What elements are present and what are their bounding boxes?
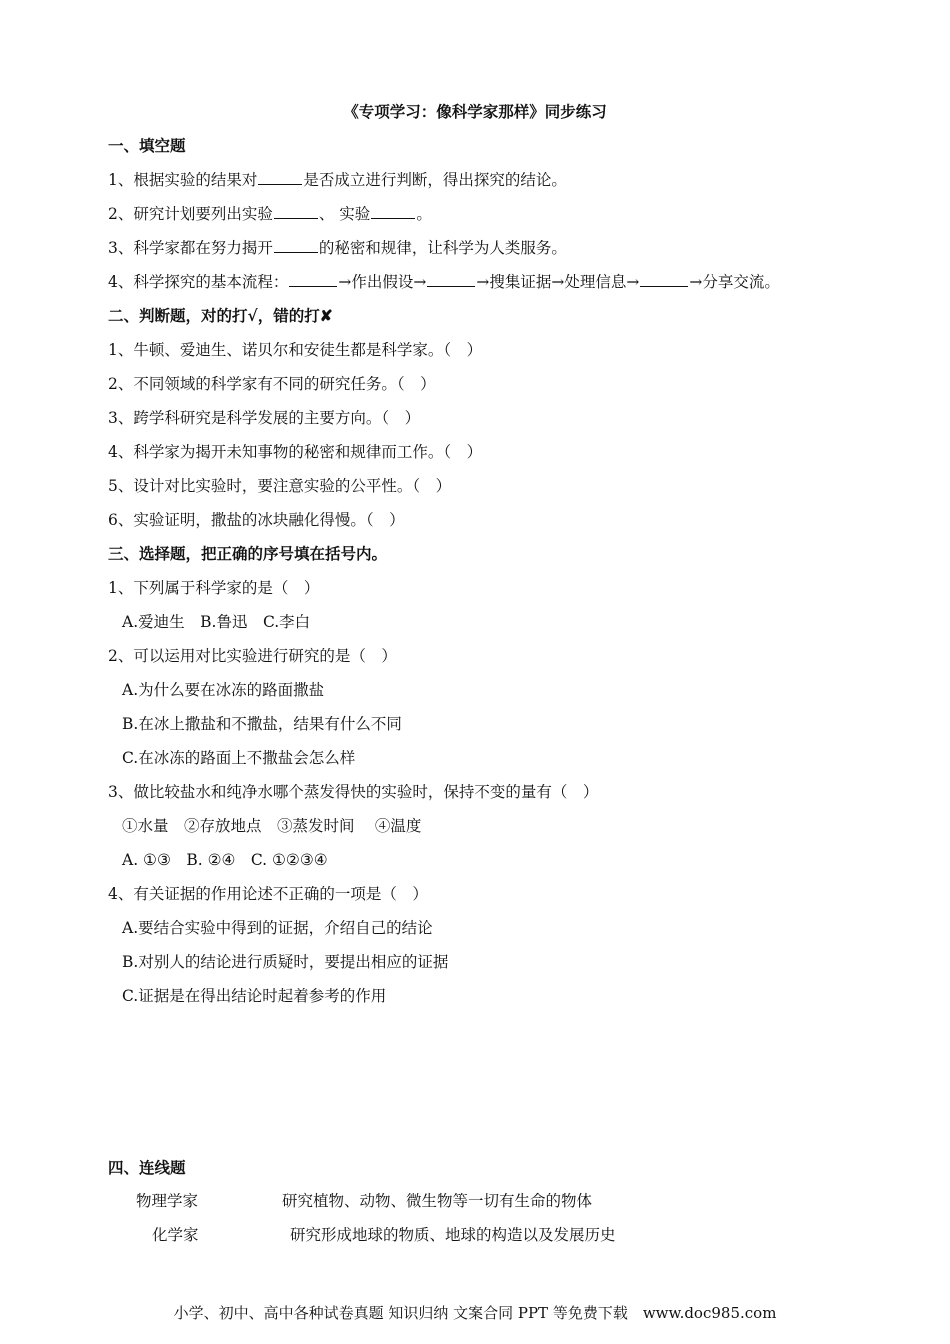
choice-option-b: B.对别人的结论进行质疑时，要提出相应的证据 bbox=[122, 953, 449, 971]
answer-blank[interactable] bbox=[371, 206, 415, 219]
judge-item: 6、实验证明，撒盐的冰块融化得慢。（ ） bbox=[108, 511, 405, 529]
fill-question-4: 4、科学探究的基本流程： →作出假设→ →搜集证据→处理信息→ →分享交流。 bbox=[108, 273, 780, 291]
choice-option-a: A.要结合实验中得到的证据，介绍自己的结论 bbox=[122, 919, 433, 937]
answer-blank[interactable] bbox=[274, 240, 318, 253]
match-right-item[interactable]: 研究形成地球的物质、地球的构造以及发展历史 bbox=[290, 1226, 616, 1244]
judge-item: 3、跨学科研究是科学发展的主要方向。（ ） bbox=[108, 409, 421, 427]
judge-item: 1、牛顿、爱迪生、诺贝尔和安徒生都是科学家。（ ） bbox=[108, 341, 483, 359]
answer-blank[interactable] bbox=[640, 274, 688, 287]
judge-item: 5、设计对比实验时，要注意实验的公平性。（ ） bbox=[108, 477, 452, 495]
choice-options: A.爱迪生 B.鲁迅 C.李白 bbox=[122, 613, 311, 631]
document-title: 《专项学习：像科学家那样》同步练习 bbox=[343, 102, 607, 121]
fill-question-1: 1、根据实验的结果对 是否成立进行判断，得出探究的结论。 bbox=[108, 171, 567, 189]
match-left-item[interactable]: 物理学家 bbox=[136, 1192, 199, 1210]
choice-question-4: 4、有关证据的作用论述不正确的一项是（ ） bbox=[108, 885, 428, 903]
choice-question-1: 1、下列属于科学家的是（ ） bbox=[108, 579, 320, 597]
section3-heading: 三、选择题，把正确的序号填在括号内。 bbox=[108, 544, 388, 563]
choice-option-b: B.在冰上撒盐和不撒盐，结果有什么不同 bbox=[122, 715, 402, 733]
section1-heading: 一、填空题 bbox=[108, 136, 186, 155]
section2-heading: 二、判断题，对的打√，错的打✘ bbox=[108, 306, 333, 325]
answer-blank[interactable] bbox=[427, 274, 475, 287]
choice-option-a: A.为什么要在冰冻的路面撒盐 bbox=[122, 681, 325, 699]
fill-question-3: 3、科学家都在努力揭开 的秘密和规律，让科学为人类服务。 bbox=[108, 239, 567, 257]
match-right-item[interactable]: 研究植物、动物、微生物等一切有生命的物体 bbox=[282, 1192, 593, 1210]
footer-text: 小学、初中、高中各种试卷真题 知识归纳 文案合同 PPT 等免费下载 www.doc985.com bbox=[173, 1304, 777, 1322]
match-left-item[interactable]: 化学家 bbox=[152, 1226, 199, 1244]
answer-blank[interactable] bbox=[289, 274, 337, 287]
answer-blank[interactable] bbox=[258, 172, 302, 185]
choice-options: A. ①③ B. ②④ C. ①②③④ bbox=[122, 851, 328, 869]
judge-item: 4、科学家为揭开未知事物的秘密和规律而工作。（ ） bbox=[108, 443, 483, 461]
choice-question-2: 2、可以运用对比实验进行研究的是（ ） bbox=[108, 647, 397, 665]
choice-option-c: C.在冰冻的路面上不撒盐会怎么样 bbox=[122, 749, 356, 767]
answer-blank[interactable] bbox=[274, 206, 318, 219]
choice-option-c: C.证据是在得出结论时起着参考的作用 bbox=[122, 987, 387, 1005]
choice-quantity-list: ①水量 ②存放地点 ③蒸发时间 ④温度 bbox=[122, 817, 422, 835]
fill-question-2: 2、研究计划要列出实验 、 实验 。 bbox=[108, 205, 432, 223]
judge-item: 2、不同领域的科学家有不同的研究任务。（ ） bbox=[108, 375, 436, 393]
choice-question-3: 3、做比较盐水和纯净水哪个蒸发得快的实验时，保持不变的量有（ ） bbox=[108, 783, 599, 801]
section4-heading: 四、连线题 bbox=[108, 1158, 186, 1177]
